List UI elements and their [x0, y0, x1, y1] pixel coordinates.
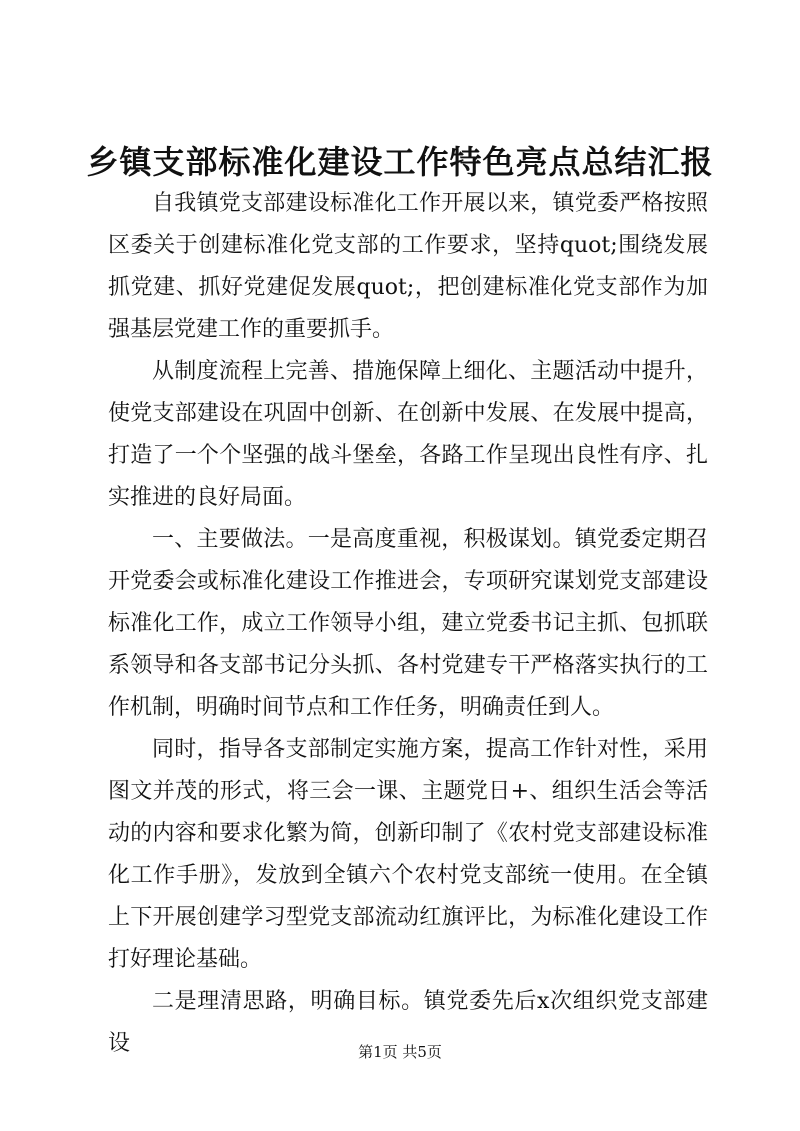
paragraph-intro: 自我镇党支部建设标准化工作开展以来，镇党委严格按照区委关于创建标准化党支部的工作要求，坚持quot;围绕发展抓党建、抓好党建促发展quot;，把创建标准化党支部作为加强基层党建工作的重要抓手。: [108, 191, 708, 342]
paragraph-overview: 从制度流程上完善、措施保障上细化、主题活动中提升，使党支部建设在巩固中创新、在创新中发展、在发展中提高，打造了一个个坚强的战斗堡垒，各路工作呈现出良性有序、扎实推进的良好局面。: [108, 359, 708, 510]
page-number-footer: 第1页 共5页: [358, 1043, 442, 1061]
paragraph-goals: 二是理清思路，明确目标。镇党委先后x次组织党支部建设: [108, 989, 708, 1056]
document-title: 乡镇支部标准化建设工作特色亮点总结汇报: [86, 143, 714, 181]
document-body: [108, 183, 708, 1065]
paragraph-main-methods: 一、主要做法。一是高度重视，积极谋划。镇党委定期召开党委会或标准化建设工作推进会，专项研究谋划党支部建设标准化工作，成立工作领导小组，建立党委书记主抓、包抓联系领导和各支部书记分头抓、各村党建专干严格落实执行的工作机制，明确时间节点和工作任务，明确责任到人。: [108, 527, 708, 720]
paragraph-guidance: 同时，指导各支部制定实施方案，提高工作针对性，采用图文并茂的形式，将三会一课、主题党日+、组织生活会等活动的内容和要求化繁为简，创新印制了《农村党支部建设标准化工作手册》，发放到全镇六个农村党支部统一使用。在全镇上下开展创建学习型党支部流动红旗评比，为标准化建设工作打好理论基础。: [108, 737, 708, 972]
